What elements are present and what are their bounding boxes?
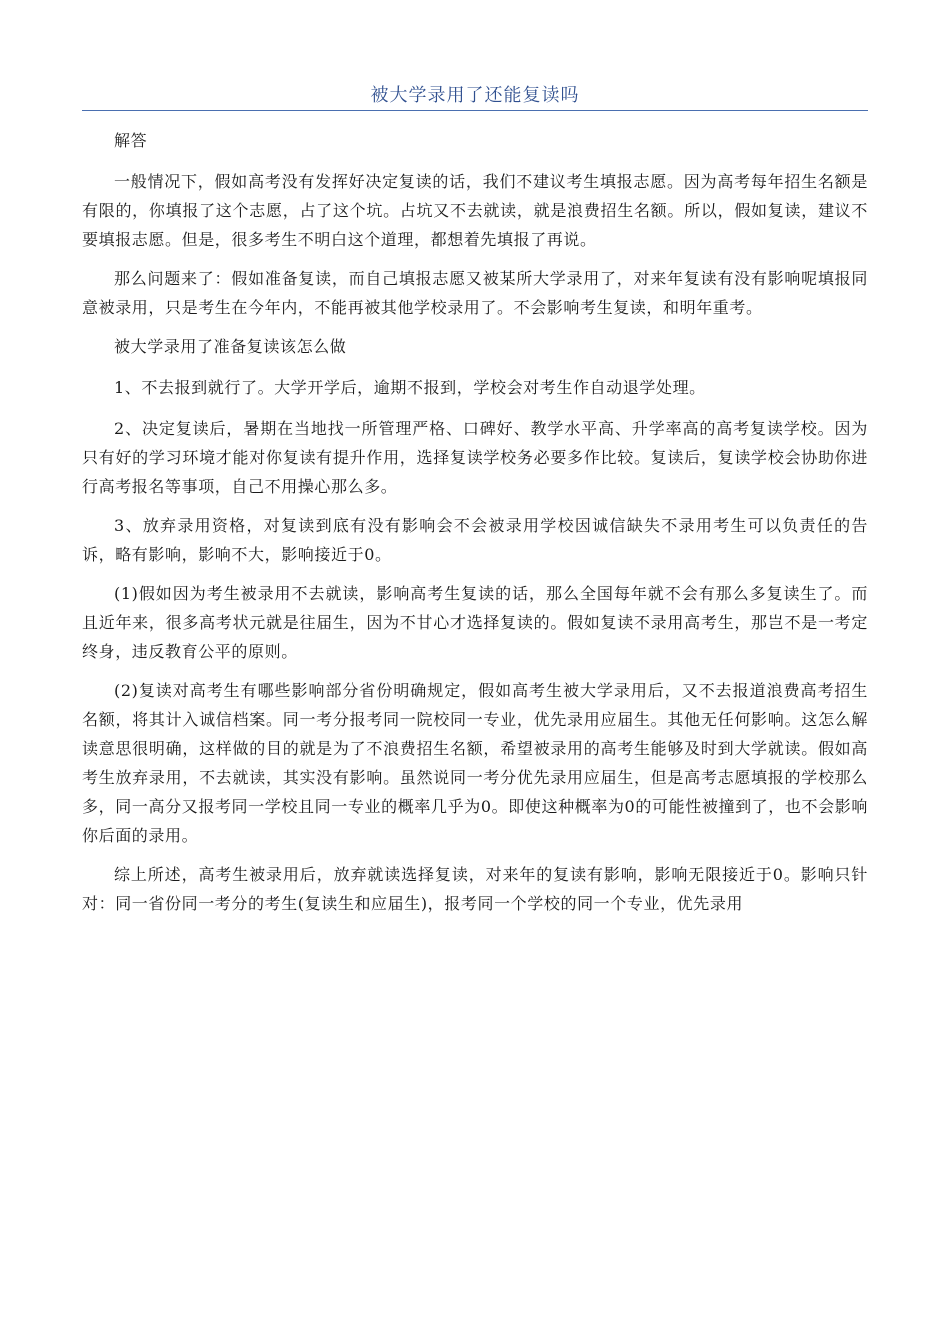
paragraph: 2、决定复读后，暑期在当地找一所管理严格、口碑好、教学水平高、升学率高的高考复读学校。因为只有好的学习环境才能对你复读有提升作用，选择复读学校务必要多作比较。复读后，复读学校会协助你进行高考报名等事项，自己不用操心那么多。 [82, 419, 868, 496]
paragraph-answer-heading: 解答 [114, 131, 148, 150]
paragraph: 综上所述，高考生被录用后，放弃就读选择复读，对来年的复读有影响，影响无限接近于0。影响只针对：同一省份同一考分的考生(复读生和应届生)，报考同一个学校的同一个专业，优先录用 [82, 865, 868, 913]
document-title: 被大学录用了还能复读吗 [370, 85, 580, 106]
paragraph: 1、不去报到就行了。大学开学后，逾期不报到，学校会对考生作自动退学处理。 [114, 378, 706, 397]
paragraph: 3、放弃录用资格，对复读到底有没有影响会不会被录用学校因诚信缺失不录用考生可以负责任的告诉，略有影响，影响不大，影响接近于0。 [82, 516, 868, 564]
paragraph: (1)假如因为考生被录用不去就读，影响高考生复读的话，那么全国每年就不会有那么多复读生了。而且近年来，很多高考状元就是往届生，因为不甘心才选择复读的。假如复读不录用高考生，那岂不是一考定终身，违反教育公平的原则。 [82, 584, 868, 661]
document-body [82, 126, 868, 928]
paragraph: 一般情况下，假如高考没有发挥好决定复读的话，我们不建议考生填报志愿。因为高考每年招生名额是有限的，你填报了这个志愿，占了这个坑。占坑又不去就读，就是浪费招生名额。所以，假如复读，建议不要填报志愿。但是，很多考生不明白这个道理，都想着先填报了再说。 [82, 172, 868, 249]
title-divider [82, 110, 868, 111]
paragraph: 那么问题来了：假如准备复读，而自己填报志愿又被某所大学录用了，对来年复读有没有影响呢填报同意被录用，只是考生在今年内，不能再被其他学校录用了。不会影响考生复读，和明年重考。 [82, 269, 868, 317]
paragraph-subheading: 被大学录用了准备复读该怎么做 [114, 337, 347, 356]
paragraph: (2)复读对高考生有哪些影响部分省份明确规定，假如高考生被大学录用后，又不去报道浪费高考招生名额，将其计入诚信档案。同一考分报考同一院校同一专业，优先录用应届生。其他无任何影响。这怎么解读意思很明确，这样做的目的就是为了不浪费招生名额，希望被录用的高考生能够及时到大学就读。假如高考生放弃录用，不去就读，其实没有影响。虽然说同一考分优先录用应届生，但是高考志愿填报的学校那么多，同一高分又报考同一学校且同一专业的概率几乎为0。即使这种概率为0的可能性被撞到了，也不会影响你后面的录用。 [82, 681, 868, 845]
